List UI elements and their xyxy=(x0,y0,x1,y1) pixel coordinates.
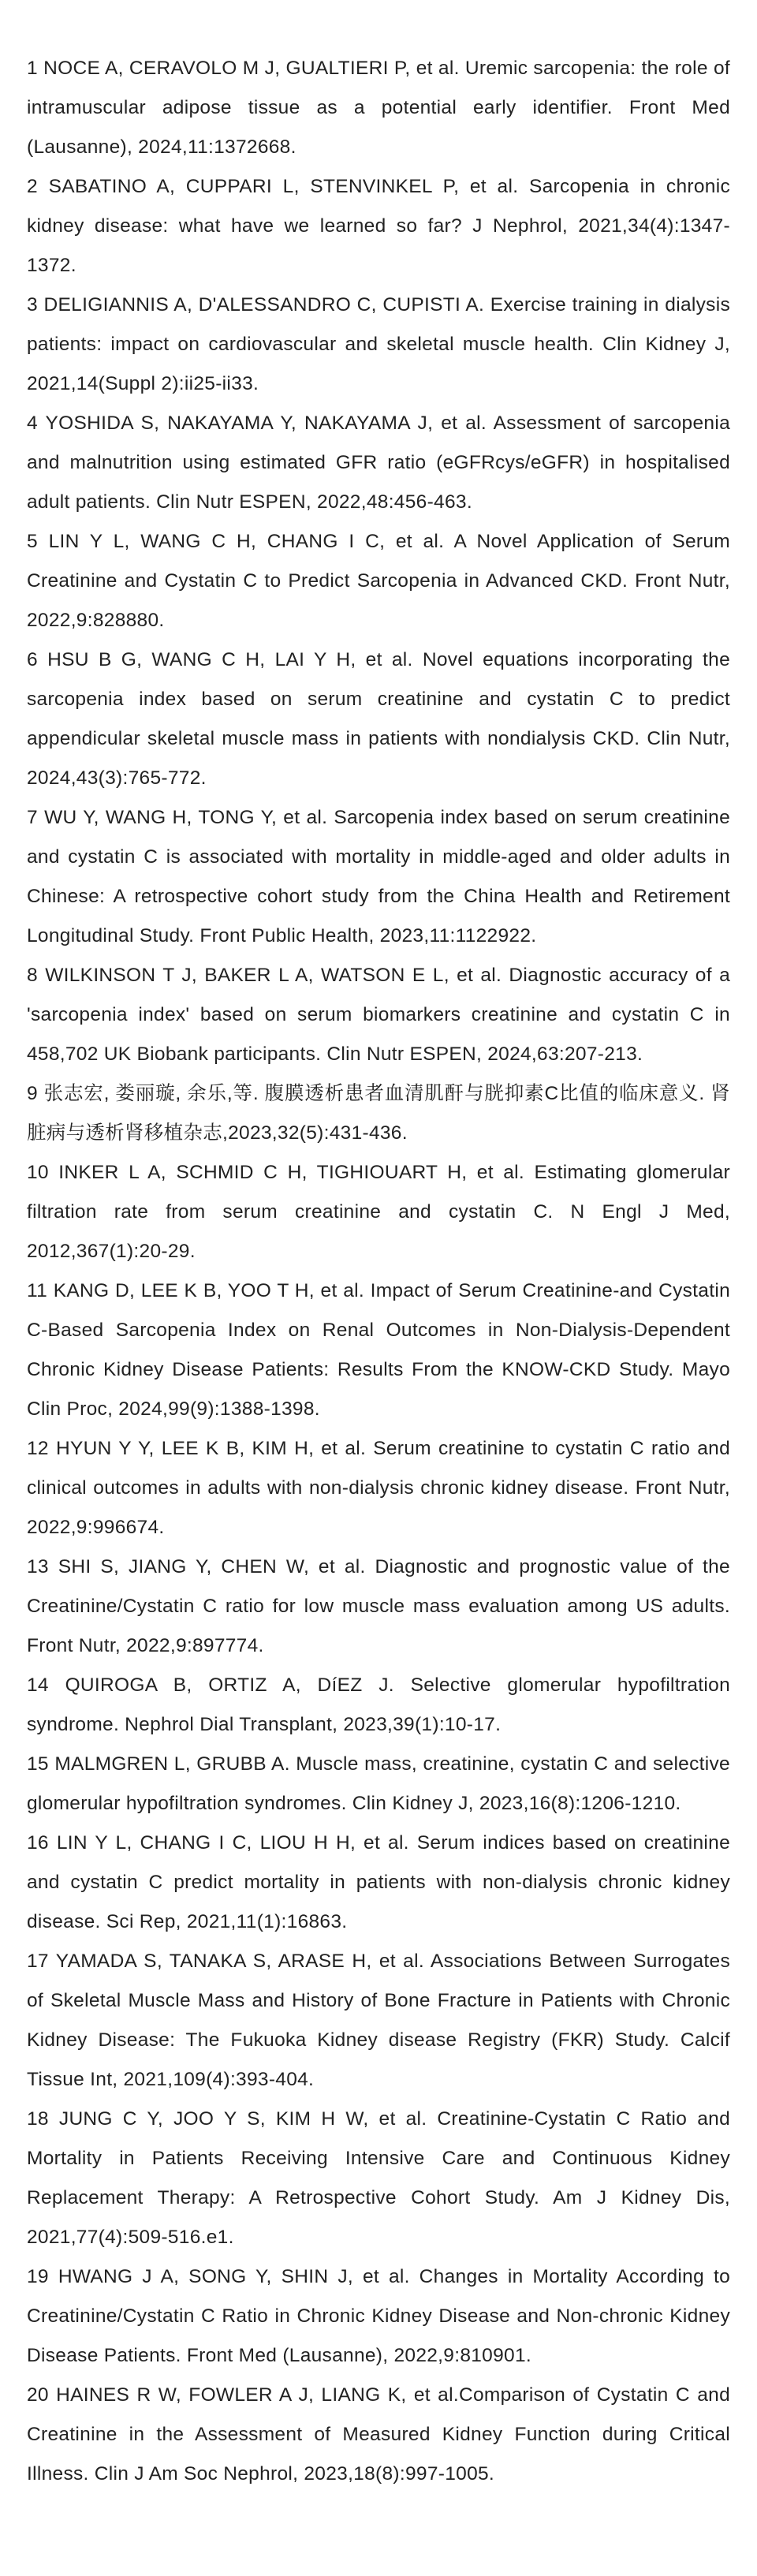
reference-number: 5 xyxy=(27,531,38,552)
reference-number: 1 xyxy=(27,58,38,79)
reference-item xyxy=(27,286,730,404)
reference-text: LIN Y L, CHANG I C, LIOU H H, et al. Serum indices based on creatinine and cystatin C predict mortality in patients with non-dialysis chronic kidney disease. Sci Rep, 2021,11(1):16863. xyxy=(27,1832,730,1932)
reference-text: LIN Y L, WANG C H, CHANG I C, et al. A Novel Application of Serum Creatinine and Cystatin C to Predict Sarcopenia in Advanced CKD. Front Nutr, 2022,9:828880. xyxy=(27,531,730,631)
reference-text: HYUN Y Y, LEE K B, KIM H, et al. Serum creatinine to cystatin C ratio and clinical outcomes in adults with non-dialysis chronic kidney disease. Front Nutr, 2022,9:996674. xyxy=(27,1438,731,1538)
reference-number: 3 xyxy=(27,294,38,315)
reference-text: HAINES R W, FOWLER A J, LIANG K, et al.Comparison of Cystatin C and Creatinine in the Assessment of Measured Kidney Function during Critical Illness. Clin J Am Soc Nephrol, 2023,18(8):997-1005. xyxy=(27,2384,730,2485)
reference-list xyxy=(27,49,730,2494)
reference-item xyxy=(27,2257,730,2376)
reference-number: 16 xyxy=(27,1832,49,1854)
reference-item xyxy=(27,1745,730,1824)
reference-number: 13 xyxy=(27,1556,49,1577)
reference-number: 20 xyxy=(27,2384,49,2406)
reference-text: SABATINO A, CUPPARI L, STENVINKEL P, et al. Sarcopenia in chronic kidney disease: what have we learned so far? J Nephrol, 2021,34(4):1347-1372. xyxy=(27,176,730,276)
reference-number: 8 xyxy=(27,965,38,986)
reference-number: 14 xyxy=(27,1674,49,1696)
reference-number: 6 xyxy=(27,649,38,670)
reference-item xyxy=(27,640,730,798)
reference-text: QUIROGA B, ORTIZ A, DíEZ J. Selective glomerular hypofiltration syndrome. Nephrol Dial Transplant, 2023,39(1):10-17. xyxy=(27,1674,730,1735)
reference-number: 2 xyxy=(27,176,38,197)
reference-item xyxy=(27,1429,730,1547)
reference-item xyxy=(27,49,730,167)
reference-text: WILKINSON T J, BAKER L A, WATSON E L, et al. Diagnostic accuracy of a 'sarcopenia index' based on serum biomarkers creatinine and cystatin C in 458,702 UK Biobank participants. Clin Nutr ESPEN, 2024,63:207-213. xyxy=(27,965,731,1065)
reference-text: HSU B G, WANG C H, LAI Y H, et al. Novel equations incorporating the sarcopenia index based on serum creatinine and cystatin C to predict appendicular skeletal muscle mass in patients with nondialysis CKD. Clin Nutr, 2024,43(3):765-772. xyxy=(27,649,730,789)
reference-item xyxy=(27,522,730,640)
reference-item xyxy=(27,1942,730,2100)
reference-item xyxy=(27,1074,730,1153)
reference-item xyxy=(27,2100,730,2257)
reference-item xyxy=(27,1271,730,1429)
reference-text: 张志宏, 娄丽璇, 余乐,等. 腹膜透析患者血清肌酐与胱抑素C比值的临床意义. 肾脏病与透析肾移植杂志,2023,32(5):431-436. xyxy=(27,1083,730,1144)
reference-number: 17 xyxy=(27,1951,49,1972)
reference-item xyxy=(27,798,730,956)
reference-text: SHI S, JIANG Y, CHEN W, et al. Diagnostic and prognostic value of the Creatinine/Cystatin C ratio for low muscle mass evaluation among US adults. Front Nutr, 2022,9:897774. xyxy=(27,1556,730,1656)
reference-item xyxy=(27,2376,730,2494)
reference-text: WU Y, WANG H, TONG Y, et al. Sarcopenia index based on serum creatinine and cystatin C is associated with mortality in middle-aged and older adults in Chinese: A retrospective cohort study from the China Health and Retirement Longitudinal Study. Front Public Health, 2023,11:1122922. xyxy=(27,807,730,946)
reference-text: YAMADA S, TANAKA S, ARASE H, et al. Associations Between Surrogates of Skeletal Muscle Mass and History of Bone Fracture in Patients with Chronic Kidney Disease: The Fukuoka Kidney disease Registry (FKR) Study. Calcif Tissue Int, 2021,109(4):393-404. xyxy=(27,1951,730,2090)
reference-number: 9 xyxy=(27,1083,38,1104)
reference-text: YOSHIDA S, NAKAYAMA Y, NAKAYAMA J, et al. Assessment of sarcopenia and malnutrition using estimated GFR ratio (eGFRcys/eGFR) in hospitalised adult patients. Clin Nutr ESPEN, 2022,48:456-463. xyxy=(27,413,730,513)
reference-item xyxy=(27,1153,730,1271)
reference-item xyxy=(27,956,730,1074)
reference-number: 4 xyxy=(27,413,38,434)
reference-text: HWANG J A, SONG Y, SHIN J, et al. Changes in Mortality According to Creatinine/Cystatin C Ratio in Chronic Kidney Disease and Non-chronic Kidney Disease Patients. Front Med (Lausanne), 2022,9:810901. xyxy=(27,2266,730,2366)
reference-number: 18 xyxy=(27,2108,49,2130)
reference-text: KANG D, LEE K B, YOO T H, et al. Impact of Serum Creatinine-and Cystatin C-Based Sarcopenia Index on Renal Outcomes in Non-Dialysis-Dependent Chronic Kidney Disease Patients: Results From the KNOW-CKD Study. Mayo Clin Proc, 2024,99(9):1388-1398. xyxy=(27,1280,730,1420)
reference-text: INKER L A, SCHMID C H, TIGHIOUART H, et al. Estimating glomerular filtration rate from serum creatinine and cystatin C. N Engl J Med, 2012,367(1):20-29. xyxy=(27,1162,730,1262)
reference-number: 15 xyxy=(27,1753,49,1775)
reference-text: NOCE A, CERAVOLO M J, GUALTIERI P, et al. Uremic sarcopenia: the role of intramuscular adipose tissue as a potential early identifier. Front Med (Lausanne), 2024,11:1372668. xyxy=(27,58,730,158)
reference-item xyxy=(27,167,730,286)
reference-item xyxy=(27,1547,730,1666)
reference-item xyxy=(27,404,730,522)
reference-item xyxy=(27,1824,730,1942)
reference-number: 7 xyxy=(27,807,38,828)
reference-number: 10 xyxy=(27,1162,49,1183)
reference-text: JUNG C Y, JOO Y S, KIM H W, et al. Creatinine-Cystatin C Ratio and Mortality in Patients Receiving Intensive Care and Continuous Kidney Replacement Therapy: A Retrospective Cohort Study. Am J Kidney Dis, 2021,77(4):509-516.e1. xyxy=(27,2108,731,2248)
reference-item xyxy=(27,1666,730,1745)
reference-number: 19 xyxy=(27,2266,49,2287)
reference-number: 11 xyxy=(27,1280,48,1301)
reference-text: MALMGREN L, GRUBB A. Muscle mass, creatinine, cystatin C and selective glomerular hypofiltration syndromes. Clin Kidney J, 2023,16(8):1206-1210. xyxy=(27,1753,730,1814)
reference-text: DELIGIANNIS A, D'ALESSANDRO C, CUPISTI A. Exercise training in dialysis patients: impact on cardiovascular and skeletal muscle health. Clin Kidney J, 2021,14(Suppl 2):ii25-ii33. xyxy=(27,294,731,394)
reference-number: 12 xyxy=(27,1438,49,1459)
